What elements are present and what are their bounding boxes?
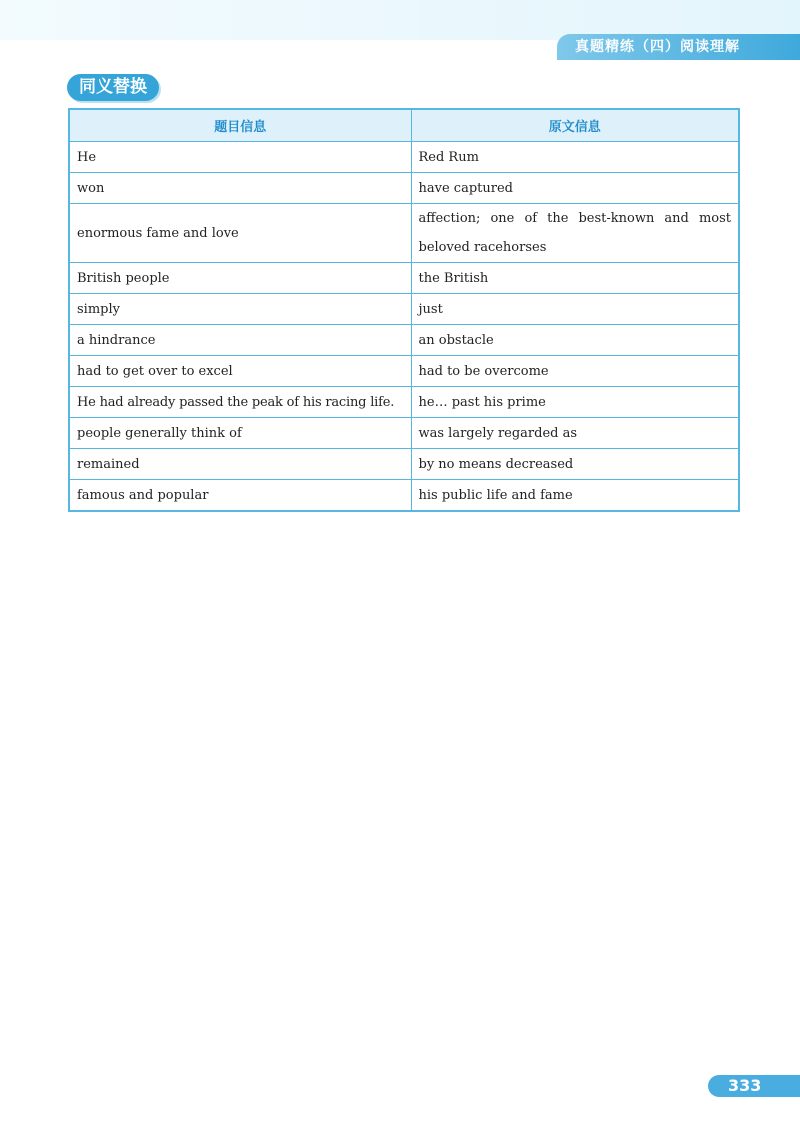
question-cell: British people xyxy=(69,263,411,294)
question-cell: simply xyxy=(69,294,411,325)
table-header-row xyxy=(69,109,739,142)
original-cell: Red Rum xyxy=(411,142,739,173)
original-cell: he… past his prime xyxy=(411,387,739,418)
page-number: 333 xyxy=(708,1075,800,1097)
column-header-question: 题目信息 xyxy=(69,109,411,142)
table-row xyxy=(69,173,739,204)
synonym-table xyxy=(68,108,740,512)
table-row xyxy=(69,387,739,418)
table-row xyxy=(69,480,739,512)
table-row xyxy=(69,449,739,480)
table-row xyxy=(69,356,739,387)
original-cell: by no means decreased xyxy=(411,449,739,480)
original-cell: had to be overcome xyxy=(411,356,739,387)
question-cell: remained xyxy=(69,449,411,480)
column-header-original: 原文信息 xyxy=(411,109,739,142)
original-cell: an obstacle xyxy=(411,325,739,356)
question-cell: He xyxy=(69,142,411,173)
question-cell: won xyxy=(69,173,411,204)
section-title: 同义替换 xyxy=(67,74,159,101)
original-cell: just xyxy=(411,294,739,325)
table-row xyxy=(69,325,739,356)
question-cell: had to get over to excel xyxy=(69,356,411,387)
table-row xyxy=(69,294,739,325)
table-row xyxy=(69,418,739,449)
table-row xyxy=(69,142,739,173)
original-cell: the British xyxy=(411,263,739,294)
original-cell: have captured xyxy=(411,173,739,204)
original-cell: affection; one of the best-known and most beloved racehorses xyxy=(411,204,739,263)
table-row xyxy=(69,263,739,294)
question-cell: people generally think of xyxy=(69,418,411,449)
question-cell: famous and popular xyxy=(69,480,411,512)
table-row xyxy=(69,204,739,263)
original-cell: was largely regarded as xyxy=(411,418,739,449)
question-cell: He had already passed the peak of his racing life. xyxy=(69,387,411,418)
question-cell: a hindrance xyxy=(69,325,411,356)
original-cell: his public life and fame xyxy=(411,480,739,512)
question-cell: enormous fame and love xyxy=(69,204,411,263)
chapter-header: 真题精练（四）阅读理解 xyxy=(557,34,800,60)
